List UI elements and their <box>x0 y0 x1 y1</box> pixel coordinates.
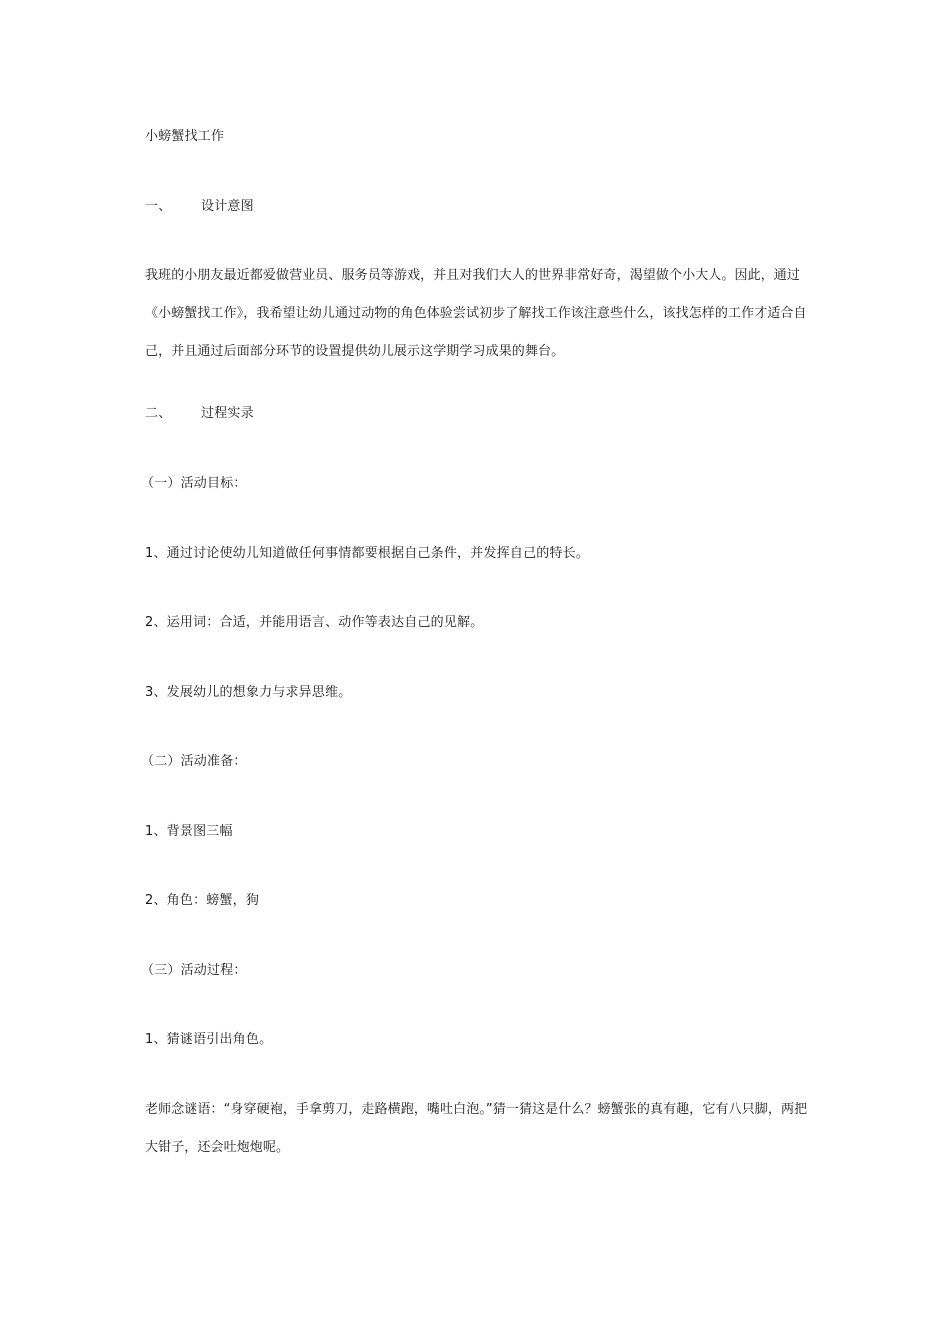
section-heading-process-record <box>145 405 254 423</box>
document-title: 小螃蟹找工作 <box>145 129 225 144</box>
goals-heading: （一）活动目标： <box>141 476 247 491</box>
section-number: 一、 <box>145 199 172 214</box>
preparation-item: 2、角色：螃蟹，狗 <box>145 893 260 908</box>
riddle-paragraph: 老师念谜语：“身穿硬袍，手拿剪刀，走路横跑，嘴吐白泡。”猜一猜这是什么？螃蟹张的真有趣，它有八只脚，两把大钳子，还会吐炮炮呢。 <box>145 1102 808 1155</box>
section-heading-design-intent <box>145 198 254 216</box>
section-heading-text: 过程实录 <box>201 406 254 421</box>
design-intent-paragraph: 我班的小朋友最近都爱做营业员、服务员等游戏，并且对我们大人的世界非常好奇，渴望做个小大人。因此，通过《小螃蟹找工作》，我希望让幼儿通过动物的角色体验尝试初步了解找工作该注意些什么，该找怎样的工作才适合自己，并且通过后面部分环节的设置提供幼儿展示这学期学习成果的舞台。 <box>145 268 807 359</box>
goal-item: 1、通过讨论使幼儿知道做任何事情都要根据自己条件，并发挥自己的特长。 <box>145 546 590 561</box>
preparation-heading: （二）活动准备： <box>141 754 247 769</box>
goal-item: 2、运用词：合适，并能用语言、动作等表达自己的见解。 <box>145 615 484 630</box>
section-heading-text: 设计意图 <box>201 199 254 214</box>
process-item: 1、猜谜语引出角色。 <box>145 1032 273 1047</box>
process-heading: （三）活动过程： <box>141 963 247 978</box>
section-number: 二、 <box>145 406 172 421</box>
preparation-item: 1、背景图三幅 <box>145 824 233 839</box>
goal-item: 3、发展幼儿的想象力与求异思维。 <box>145 685 352 700</box>
